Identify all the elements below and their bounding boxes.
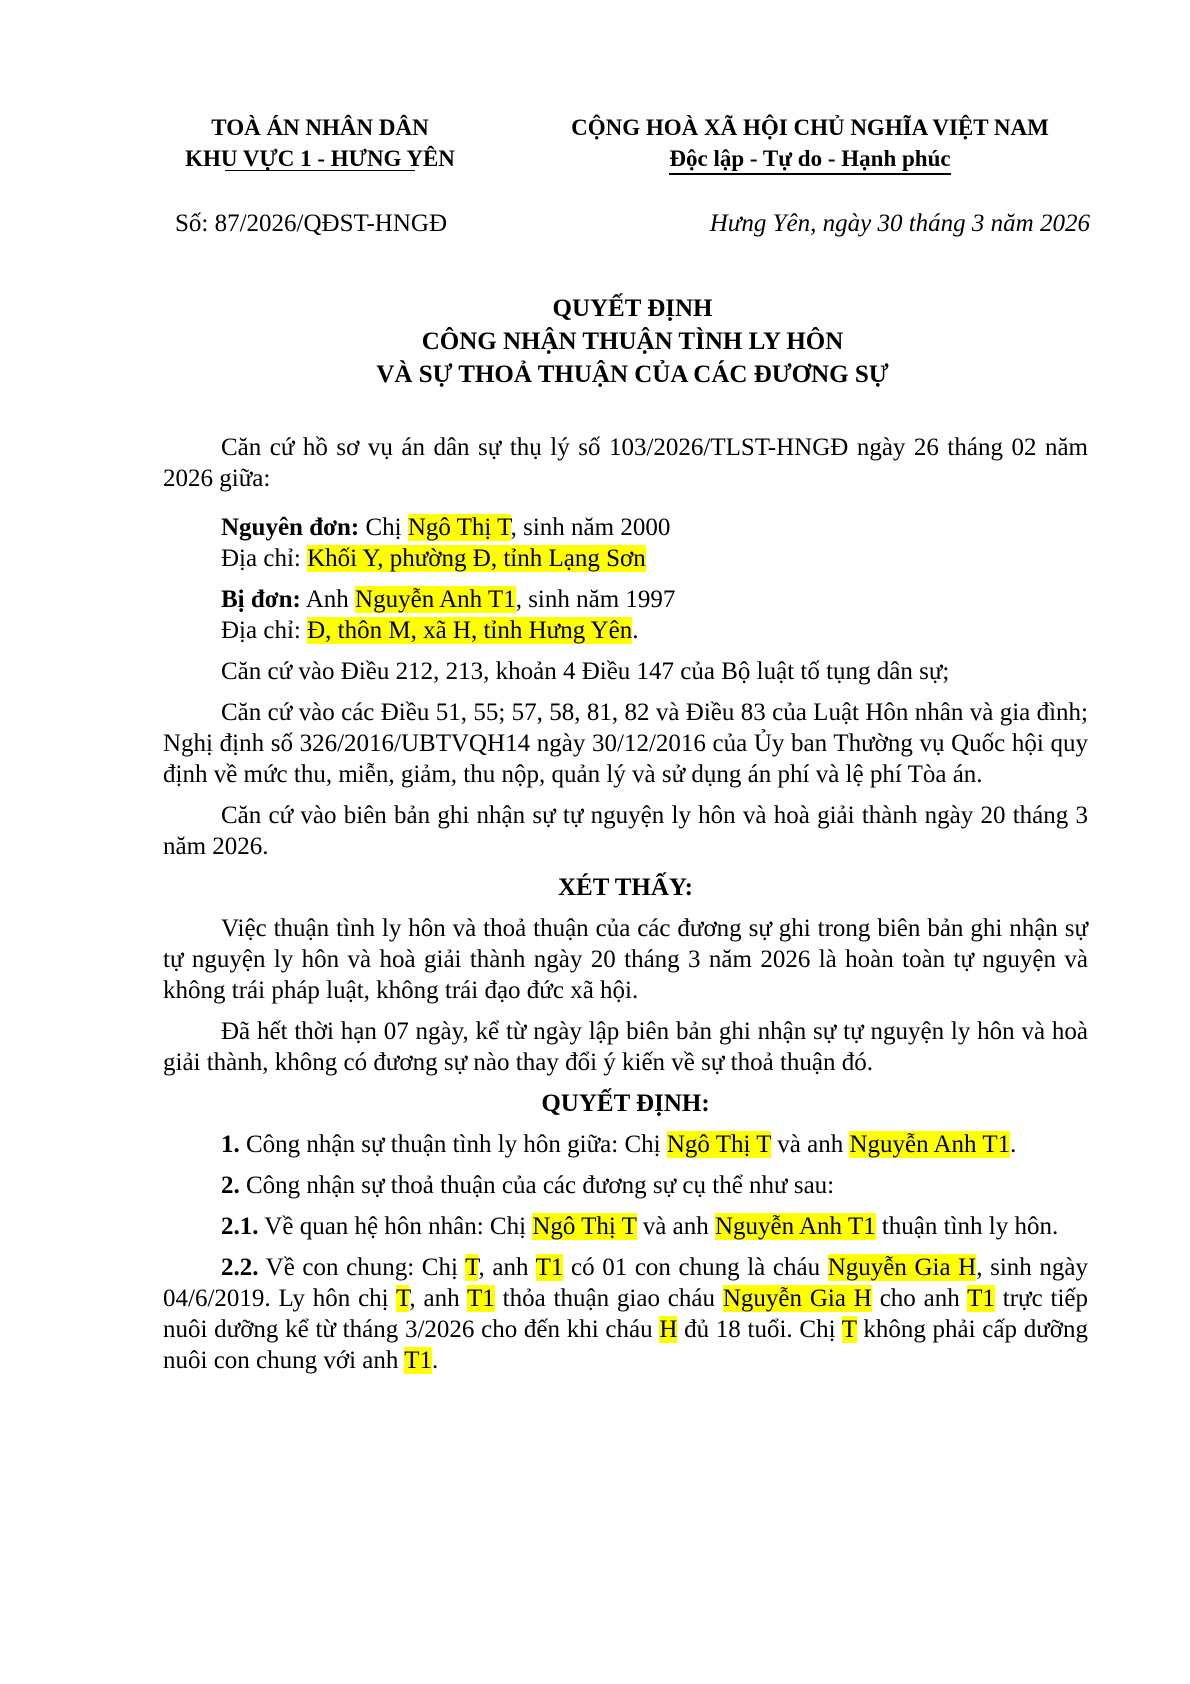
national-motto: Độc lập - Tự do - Hạnh phúc (669, 145, 950, 175)
decision-item-2-1 (163, 1211, 1088, 1242)
item-text: . (431, 1347, 439, 1374)
plaintiff-birth: , sinh năm 2000 (510, 514, 671, 541)
husband-short-name: T1 (467, 1285, 495, 1312)
plaintiff-line (163, 512, 1088, 543)
defendant-address: Đ, thôn M, xã H, tỉnh Hưng Yên (307, 617, 633, 644)
basis-paragraph: Căn cứ hồ sơ vụ án dân sự thụ lý số 103/2026/TLST-HNGĐ ngày 26 tháng 02 năm 2026 giữa: (163, 434, 1088, 492)
plaintiff-name: Ngô Thị T (407, 514, 511, 541)
item-text: đủ 18 tuổi. Chị (677, 1316, 842, 1343)
defendant-birth: , sinh năm 1997 (515, 586, 676, 613)
decision-item-2-2 (163, 1252, 1088, 1376)
defendant-label: Bị đơn: (221, 586, 301, 613)
defendant-address-end: . (632, 617, 639, 644)
item-text: , sinh ngày 04/6/2019. Ly hôn chị (163, 1254, 1088, 1312)
legal-basis-2: Căn cứ vào các Điều 51, 55; 57, 58, 81, 82 và Điều 83 của Luật Hôn nhân và gia đình; Nghị định số 326/2016/UBTVQH14 ngày 30/12/2016 của Ủy ban Thường vụ Quốc hội quy định về mức thu, miễn, giảm, thu nộp, quản lý và sử dụng án phí và lệ phí Tòa án. (163, 699, 1088, 788)
item-text: có 01 con chung là cháu (563, 1254, 828, 1281)
child-name: Nguyễn Gia H (827, 1254, 977, 1281)
decision-item-2 (163, 1170, 1088, 1201)
plaintiff-address-label: Địa chỉ: (221, 545, 301, 572)
item-number: 1. (221, 1131, 240, 1158)
item-text: không phải cấp dưỡng nuôi con chung với anh (163, 1316, 1088, 1374)
defendant-line (163, 584, 1088, 615)
item-text: Công nhận sự thuận tình ly hôn giữa: Chị (239, 1131, 667, 1158)
plaintiff-label: Nguyên đơn: (221, 514, 360, 541)
item-text: thuận tình ly hôn. (875, 1213, 1059, 1240)
court-header (150, 112, 490, 174)
title-line-1: QUYẾT ĐỊNH (552, 295, 713, 322)
wife-short-name: T (396, 1285, 410, 1312)
item-text: và anh (636, 1213, 715, 1240)
husband-short-name: T1 (404, 1347, 432, 1374)
decision-heading: QUYẾT ĐỊNH: (541, 1090, 710, 1117)
nation-name: CỘNG HOÀ XÃ HỘI CHỦ NGHĨA VIỆT NAM (571, 115, 1049, 140)
document-title (150, 292, 1115, 391)
defendant-address-line (163, 615, 1088, 646)
item-number: 2. (221, 1172, 240, 1199)
decision-item-1 (163, 1129, 1088, 1160)
defendant-address-label: Địa chỉ: (221, 617, 301, 644)
wife-short-name: T (465, 1254, 479, 1281)
wife-short-name: T (841, 1316, 857, 1343)
document-body (163, 432, 1088, 1376)
husband-short-name: T1 (535, 1254, 564, 1281)
wife-name: Ngô Thị T (666, 1131, 772, 1158)
item-text: thỏa thuận giao cháu (494, 1285, 723, 1312)
item-text: Về con chung: Chị (258, 1254, 466, 1281)
husband-name: Nguyễn Anh T1 (849, 1131, 1011, 1158)
document-date: Hưng Yên, ngày 30 tháng 3 năm 2026 (709, 210, 1090, 237)
item-text: , anh (409, 1285, 468, 1312)
legal-basis-1: Căn cứ vào Điều 212, 213, khoản 4 Điều 147 của Bộ luật tố tụng dân sự; (221, 658, 950, 685)
wife-name: Ngô Thị T (532, 1213, 637, 1240)
child-name: Nguyễn Gia H (722, 1285, 872, 1312)
item-text: . (1010, 1131, 1017, 1158)
defendant-prefix: Anh (305, 586, 349, 613)
item-text: cho anh (871, 1285, 968, 1312)
court-name: TOÀ ÁN NHÂN DÂN (211, 115, 429, 140)
item-text: Về quan hệ hôn nhân: Chị (258, 1213, 533, 1240)
title-line-2: CÔNG NHẬN THUẬN TÌNH LY HÔN (421, 328, 844, 355)
item-text: và anh (771, 1131, 850, 1158)
plaintiff-address: Khối Y, phường Đ, tỉnh Lạng Sơn (307, 545, 646, 572)
findings-paragraph-1: Việc thuận tình ly hôn và thoả thuận của các đương sự ghi trong biên bản ghi nhận sự tự nguyện ly hôn và hoà giải thành ngày 20 tháng 3 năm 2026 là hoàn toàn tự nguyện và không trái pháp luật, không trái đạo đức xã hội. (163, 915, 1088, 1004)
legal-basis-3: Căn cứ vào biên bản ghi nhận sự tự nguyện ly hôn và hoà giải thành ngày 20 tháng 3 năm 2026. (163, 802, 1088, 860)
defendant-name: Nguyễn Anh T1 (355, 586, 516, 613)
husband-short-name: T1 (967, 1285, 995, 1312)
item-text: trực tiếp nuôi dưỡng kể từ tháng 3/2026 cho đến khi cháu (163, 1285, 1088, 1343)
husband-name: Nguyễn Anh T1 (714, 1213, 876, 1240)
court-region: KHU VỰC 1 - HƯNG YÊN (185, 143, 455, 174)
item-text: , anh (478, 1254, 536, 1281)
plaintiff-prefix: Chị (365, 514, 402, 541)
plaintiff-address-line (163, 543, 1088, 574)
national-header (505, 112, 1115, 175)
item-number: 2.2. (221, 1254, 259, 1281)
title-line-3: VÀ SỰ THOẢ THUẬN CỦA CÁC ĐƯƠNG SỰ (376, 361, 889, 388)
findings-paragraph-2: Đã hết thời hạn 07 ngày, kể từ ngày lập biên bản ghi nhận sự tự nguyện ly hôn và hoà giải thành, không có đương sự nào thay đổi ý kiến về sự thoả thuận đó. (163, 1018, 1088, 1076)
findings-heading: XÉT THẤY: (557, 874, 693, 901)
item-number: 2.1. (221, 1213, 259, 1240)
item-text: Công nhận sự thoả thuận của các đương sự cụ thể như sau: (239, 1172, 835, 1199)
document-number: Số: 87/2026/QĐST-HNGĐ (175, 210, 448, 237)
child-short-name: H (659, 1316, 678, 1343)
